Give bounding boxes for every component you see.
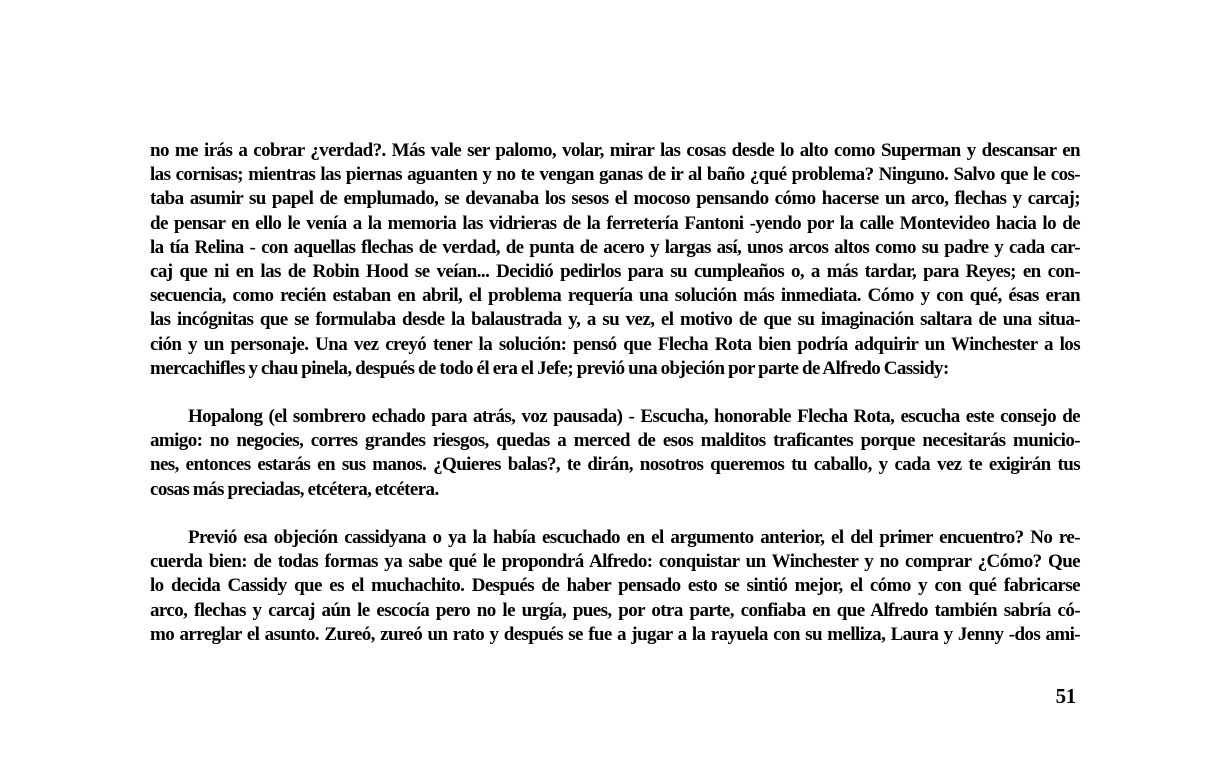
text-line: mercachifles y chau pinela, después de todo él era el Jefe; previó una objeción por parte de Alfredo Cassidy: [150,357,949,379]
text-line: lo decida Cassidy que es el muchachito. Después de haber pensado esto se sintió mejor, el cómo y con qué fabricarse [150,575,1080,597]
text-line: mo arreglar el asunto. Zureó, zureó un rato y después se fue a jugar a la rayuela con su melliza, Laura y Jenny -dos ami- [150,623,1080,645]
paragraph-3 [150,526,1080,647]
text-line: no me irás a cobrar ¿verdad?. Más vale ser palomo, volar, mirar las cosas desde lo alto como Superman y descansar en [150,140,1080,161]
text-line: las cornisas; mientras las piernas aguanten y no te vengan ganas de ir al baño ¿qué problema? Ninguno. Salvo que le cos- [150,164,1080,186]
text-line: taba asumir su papel de emplumado, se devanaba los sesos el mocoso pensando cómo hacerse un arco, flechas y carcaj; [150,188,1080,210]
text-line: de pensar en ello le venía a la memoria las vidrieras de la ferretería Fantoni -yendo por la calle Montevideo hacia lo de [150,212,1080,234]
text-line: arco, flechas y carcaj aún le escocía pero no le urgía, pues, por otra parte, confiaba en que Alfredo también sabría có- [150,599,1080,621]
text-line: ción y un personaje. Una vez creyó tener la solución: pensó que Flecha Rota bien podría adquirir un Winchester a los [150,333,1080,355]
text-line: las incógnitas que se formulaba desde la balaustrada y, a su vez, el motivo de que su imaginación saltara de una situa- [150,309,1080,331]
text-line: Previó esa objeción cassidyana o ya la había escuchado en el argumento anterior, el del primer encuentro? No re- [188,527,1080,548]
text-line: Hopalong (el sombrero echado para atrás, voz pausada) - Escucha, honorable Flecha Rota, escucha este consejo de [188,406,1080,427]
text-line: secuencia, como recién estaban en abril, el problema requería una solución más inmediata. Cómo y con qué, ésas eran [150,285,1080,307]
text-line: nes, entonces estarás en sus manos. ¿Quieres balas?, te dirán, nosotros queremos tu caballo, y cada vez te exigirán tus [150,454,1080,476]
page-number: 51 [1055,684,1076,708]
text-line: la tía Relina - con aquellas flechas de verdad, de punta de acero y largas así, unos arcos altos como su padre y cada car- [150,236,1080,258]
paragraph-2 [150,405,1080,502]
text-line: amigo: no negocies, corres grandes riesgos, quedas a merced de esos malditos traficantes porque necesitarás municio- [150,430,1080,452]
text-line: cosas más preciadas, etcétera, etcétera. [150,478,439,500]
paragraph-1 [150,139,1080,381]
text-line: caj que ni en las de Robin Hood se veían... Decidió pedirlos para su cumpleaños o, a más tardar, para Reyes; en con- [150,261,1080,283]
text-line: cuerda bien: de todas formas ya sabe qué le propondrá Alfredo: conquistar un Winchester y no comprar ¿Cómo? Que [150,551,1080,573]
